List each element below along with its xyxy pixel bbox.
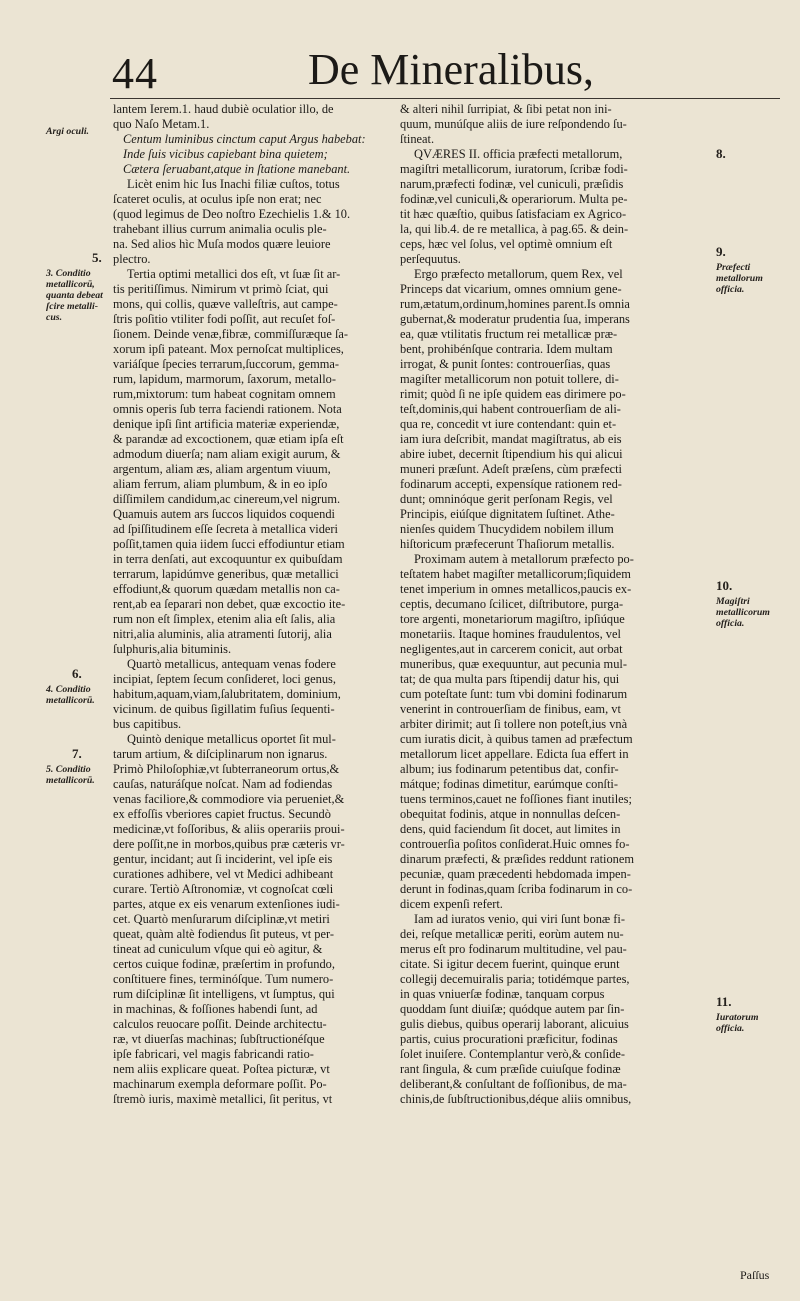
text-line: dunt; omninóque gerit perſonam Regis, vel <box>400 492 613 506</box>
text-line: ſtineat. <box>400 132 435 146</box>
text-line: Cætera ſeruabant,atque in ſtatione manebant. <box>123 162 351 176</box>
text-line: nem aliis explicare queat. Poſtea picturæ, vt <box>113 1062 330 1076</box>
text-line: conſtituere fines, terminóſque. Tum numero- <box>113 972 334 986</box>
text-line: ſulphuris,alia bituminis. <box>113 642 232 656</box>
text-line: trahebant illius currum animalia oculis ple- <box>113 222 327 236</box>
text-line: fodinarum accepti, expensíque rationem red- <box>400 477 622 491</box>
text-line: vicinum. de quibus ſigillatim fuſius ſequenti- <box>113 702 335 716</box>
text-line: QVÆRES II. officia præfecti metallorum, <box>414 147 623 161</box>
text-line: (quod legimus de Deo noſtro Ezechielis 1.& 10. <box>113 207 351 221</box>
text-line: venerint in controuerſiam de finibus, eam, vt <box>400 702 621 716</box>
text-line: in terra denſati, aut excoquuntur ex quibuſdam <box>113 552 343 566</box>
margin-number-9: 9. <box>716 244 726 259</box>
margin-note-conditio-4: 4. Conditio metallicorū. <box>46 684 95 706</box>
text-line: album; ius fodinarum petentibus dat, confir- <box>400 762 619 776</box>
text-line: hiſtoricum præfecerunt Thaſiorum metallis. <box>400 537 615 551</box>
text-line: irrogat, & punit ſontes: controuerſias, quas <box>400 357 611 371</box>
text-line: derunt in fodinas,quam ſcriba fodinarum in co- <box>400 882 633 896</box>
text-line: ræ, vt diuerſas machinas; ſubſtructionéſque <box>113 1032 325 1046</box>
text-line: bent, prohibénſque contraria. Idem multam <box>400 342 613 356</box>
text-line: narum,præfecti fodinæ, vel cuniculi, præſidis <box>400 177 624 191</box>
text-line: venas faciliore,& commodiore via perueniet,& <box>113 792 345 806</box>
text-line: admodum diuerſa; nam aliam exigit aurum, & <box>113 447 341 461</box>
text-line: Tertia optimi metallici dos eſt, vt ſuæ ſit ar- <box>127 267 341 281</box>
text-line: aliam ferrum, aliam plumbum, & in eo ipſo <box>113 477 328 491</box>
text-line: Inde ſuis vicibus capiebant bina quietem; <box>123 147 328 161</box>
text-line: fodinæ,vel cuniculi,& operariorum. Multa pe- <box>400 192 628 206</box>
text-line: incipiat, ſeptem ſecum conſideret, loci genus, <box>113 672 336 686</box>
text-line: citate. Si igitur decem fuerint, quinque erunt <box>400 957 620 971</box>
text-line: tuens terminos,cauet ne foſſiones fiant inutiles; <box>400 792 632 806</box>
text-line: teſtatem habet magiſter metallicorum;ſiquidem <box>400 567 631 581</box>
text-line: cauſas, naturáſque noſcat. Nam ad fodiendas <box>113 777 333 791</box>
text-line: controuerſia poſitos conſiderat.Huic omnes fo- <box>400 837 630 851</box>
text-line: ſionem. Deinde venæ,fibræ, commiſſuræque ſa- <box>113 327 349 341</box>
text-line: variáſque ſpecies terrarum,ſuccorum, gemma- <box>113 357 340 371</box>
text-line: mons, qui collis, quæve valleſtris, aut campe- <box>113 297 338 311</box>
text-line: xorum ipſi pateant. Mox pernoſcat multiplices, <box>113 342 344 356</box>
running-title: De Mineralibus, <box>308 45 594 94</box>
text-line: calculos reuocare poſſit. Deinde architectu- <box>113 1017 327 1031</box>
margin-note-magistri: Magiſtri metallicorum officia. <box>716 596 770 629</box>
catchword: Paſſus <box>740 1268 770 1282</box>
text-line: arbiter dirimit; aut ſi tollere non poteſt,ius vnà <box>400 717 628 731</box>
text-line: gubernat,& moderatur prudentia ſua, imperans <box>400 312 630 326</box>
right-text-column <box>400 102 682 1107</box>
text-line: perſequutus. <box>400 252 461 266</box>
text-line: curationes adhibere, vel vt Medici adhibeant <box>113 867 334 881</box>
margin-number-7: 7. <box>72 746 82 761</box>
text-line: dicem expenſi refert. <box>400 897 503 911</box>
text-line: rant ſingula, & cum præſide cuiuſque fodinæ <box>400 1062 621 1076</box>
text-line: dei, reſque metallicæ periti, eorùm autem nu- <box>400 927 624 941</box>
text-line: Licèt enim hic Ius Inachi filiæ cuſtos, totus <box>127 177 340 191</box>
text-line: tis peritiſſimus. Nimirum vt primò ſciat, qui <box>113 282 329 296</box>
text-line: collegij decemuiralis paria; totidémque partes, <box>400 972 630 986</box>
text-line: Primò Philoſophiæ,vt ſubterraneorum ortus,& <box>113 762 340 776</box>
text-line: denique ipſi ſint artificia materiæ experiendæ, <box>113 417 340 431</box>
text-line: argentum, aliam æs, aliam argentum viuum, <box>113 462 331 476</box>
text-line: Ergo præfecto metallorum, quem Rex, vel <box>414 267 623 281</box>
text-line: rum diſciplinæ ſit intelligens, vt ſumptus, qui <box>113 987 335 1001</box>
text-line: certos cuique fodinæ, præſertim in profundo, <box>113 957 335 971</box>
text-line: Proximam autem à metallorum præfecto po- <box>414 552 634 566</box>
text-line: la, qui lib.4. de re metallica, à pag.65. & dein- <box>400 222 629 236</box>
text-line: partes, atque ex eis venarum extenſiones iudi- <box>113 897 340 911</box>
text-line: iam iura deſcribit, mandat magiſtratus, ab eis <box>400 432 622 446</box>
text-line: nitri,alia aluminis, alia atramenti ſutorij, alia <box>113 627 332 641</box>
page-number: 44 <box>112 49 158 98</box>
text-line: ſtremò iuris, maximè metallici, ſit peritus, vt <box>113 1092 333 1106</box>
text-line: queat, quàm altè fodiendus ſit puteus, vt per- <box>113 927 335 941</box>
text-line: magiſtri metallicorum, iuratorum, ſcribæ fodi- <box>400 162 628 176</box>
text-line: & parandæ ad excoctionem, quæ etiam ipſa eſt <box>113 432 344 446</box>
text-line: na. Sed alios hìc Muſa modos quære leuiore <box>113 237 331 251</box>
text-line: ſolet inuiſere. Contemplantur verò,& conſide- <box>400 1047 626 1061</box>
margin-number-8: 8. <box>716 146 726 161</box>
text-line: ſtris poſitio vtiliter fodi poſſit, aut recuſet foſ- <box>113 312 336 326</box>
text-line: ceps, hæc vel ſolus, vel optimè omnium eſt <box>400 237 613 251</box>
text-line: mátque; fodinas dimetitur, earúmque conſti- <box>400 777 618 791</box>
text-line: nienſes quidem Thucydidem nobilem illum <box>400 522 614 536</box>
text-line: omnis operis ſub terra faciendi rationem. Nota <box>113 402 342 416</box>
text-line: rimit; quòd ſi ne ipſe quidem eas dirimere po- <box>400 387 626 401</box>
margin-number-5: 5. <box>92 250 102 265</box>
text-line: gulis diebus, quibus operarij laborant, alicuius <box>400 1017 629 1031</box>
text-line: partis, cuius procurationi præficitur, fodinas <box>400 1032 618 1046</box>
text-line: obequitat fodinis, atque in nonnullas deſcen- <box>400 807 621 821</box>
text-line: rent,ab ea ſeparari non debet, quæ excoctio ite- <box>113 597 346 611</box>
text-line: machinarum exempla deformare poſſit. Po- <box>113 1077 327 1091</box>
text-line: muneri præſunt. Adeſt præſens, cùm præfecti <box>400 462 622 476</box>
text-line: metallorum licet appellare. Edicta ſua effert in <box>400 747 629 761</box>
text-line: Quartò metallicus, antequam venas fodere <box>127 657 336 671</box>
text-line: medicinæ,vt foſſoribus, & aliis operariis proui- <box>113 822 345 836</box>
text-line: cum poteſtate ſunt: tum vbi domini fodinarum <box>400 687 628 701</box>
text-line: teſt,dominis,qui habent controuerſiam de ali- <box>400 402 621 416</box>
margin-note-conditio-5: 5. Conditio metallicorū. <box>46 764 95 786</box>
text-line: tore argenti, monetariorum magiſtro, ipſiúque <box>400 612 625 626</box>
text-line: chinis,de ſubſtructionibus,déque aliis omnibus, <box>400 1092 632 1106</box>
text-line: Princeps dat vicarium, omnes omnium gene- <box>400 282 622 296</box>
text-line: in quas vniuerſæ fodinæ, tanquam corpus <box>400 987 605 1001</box>
text-line: dere poſſit,ne in morbos,quibus præ cæteris vr- <box>113 837 345 851</box>
text-line: dinarum præfecti, & præſides reddunt rationem <box>400 852 634 866</box>
text-line: quum, munúſque aliis de iure reſpondendo ſu- <box>400 117 627 131</box>
text-line: cum iuratis dicit, à quibus tamen ad præfectum <box>400 732 633 746</box>
text-line: ea, quæ vtilitatis fructum rei metallicæ præ- <box>400 327 618 341</box>
text-line: ceptis, decumano ſcilicet, diſtributore, purga- <box>400 597 624 611</box>
text-line: Quintò denique metallicus oportet ſit mul- <box>127 732 336 746</box>
text-line: rum non eſt ſimplex, etenim alia eſt ſalis, alia <box>113 612 336 626</box>
text-line: tat; de qua multa pars ſtipendij datur his, qui <box>400 672 620 686</box>
text-line: merus eſt pro fodinarum multitudine, vel pau- <box>400 942 627 956</box>
text-line: tineat ad cuniculum vſque qui eò agitur, & <box>113 942 323 956</box>
text-line: magiſter metallicorum non potuit tollere, di- <box>400 372 619 386</box>
text-line: tenet imperium in omnes metallicos,paucis ex- <box>400 582 632 596</box>
text-line: habitum,aquam,viam,ſalubritatem, dominium, <box>113 687 341 701</box>
header-rule <box>110 98 780 99</box>
text-line: muneribus, quæ exequuntur, aut pecunia mul- <box>400 657 627 671</box>
text-line: deliberant,& conſultant de foſſionibus, de ma- <box>400 1077 627 1091</box>
text-line: pecuniæ, quam præcedenti hebdomada impen- <box>400 867 631 881</box>
text-line: tit hæc quæſtio, quibus ſatisfaciam ex Agrico- <box>400 207 627 221</box>
text-line: quo Naſo Metam.1. <box>113 117 210 131</box>
text-line: ſcateret oculis, at oculus ipſe non erat; nec <box>113 192 322 206</box>
margin-note-argi-oculi: Argi oculi. <box>46 126 90 137</box>
text-line: rum,ætatum,ordinum,homines parent.Is omnia <box>400 297 630 311</box>
text-line: qua re, concedit vt iure contendant: quin et- <box>400 417 617 431</box>
text-line: ad ſpiſſitudinem eſſe ſecreta à metallica videri <box>113 522 338 536</box>
text-line: plectro. <box>113 252 151 266</box>
text-line: monetariis. Itaque homines fraudulentos, vel <box>400 627 621 641</box>
text-line: effodiunt,& quorum quædam metallis non ca- <box>113 582 340 596</box>
text-line: ipſe fabricari, vel magis fabricandi ratio- <box>113 1047 314 1061</box>
text-line: Quamuis autem ars ſuccos liquidos coquendi <box>113 507 335 521</box>
margin-note-praefecti: Præfecti metallorum officia. <box>716 262 763 295</box>
margin-number-11: 11. <box>716 994 732 1009</box>
text-line: rum, lapidum, marmorum, ſaxorum, metallo- <box>113 372 336 386</box>
text-line: gentur, incidant; aut ſi inciderint, vel ipſe eis <box>113 852 333 866</box>
text-line: in machinas, & foſſiones habendi ſunt, ad <box>113 1002 318 1016</box>
margin-number-10: 10. <box>716 578 733 593</box>
text-line: poſſit,tamen quia iidem ſucci effodiuntur etiam <box>113 537 345 551</box>
text-line: negligentes,aut in carcerem conicit, aut orbat <box>400 642 623 656</box>
text-line: abire iubet, decernit ſtipendium his qui alicui <box>400 447 623 461</box>
text-line: lantem Ierem.1. haud dubiè oculatior illo, de <box>113 102 334 116</box>
text-line: rum,mixtorum: tum habeat cognitam omnem <box>113 387 336 401</box>
margin-note-iuratorum: Iuratorum officia. <box>716 1012 759 1034</box>
margin-note-conditio-3: 3. Conditio metallicorū, quanta debeat ſcire metalli-cus. <box>46 268 103 323</box>
text-line: Iam ad iuratos venio, qui viri ſunt bonæ fi- <box>414 912 625 926</box>
text-line: Principis, eiúſque dignitatem ſuſtinet. Athe- <box>400 507 615 521</box>
margin-number-6: 6. <box>72 666 82 681</box>
text-line: dens, quid faciendum ſit docet, aut limites in <box>400 822 621 836</box>
text-line: terrarum, lapidúmve generibus, quæ metallici <box>113 567 339 581</box>
text-line: tarum artium, & diſciplinarum non ignarus. <box>113 747 328 761</box>
left-text-column <box>113 102 395 1107</box>
text-line: diſſimilem candidum,ac cinereum,vel nigrum. <box>113 492 341 506</box>
text-line: Centum luminibus cinctum caput Argus habebat: <box>123 132 366 146</box>
text-line: & alteri nihil ſurripiat, & ſibi petat non ini- <box>400 102 612 116</box>
text-line: quoddam ſunt diuiſæ; quódque autem par ſin- <box>400 1002 625 1016</box>
text-line: curare. Tertiò Aſtronomiæ, vt cognoſcat cœli <box>113 882 334 896</box>
text-line: bus capitibus. <box>113 717 182 731</box>
text-line: ex effoſſis vberiores capiet fructus. Secundò <box>113 807 331 821</box>
text-line: cet. Quartò menſurarum diſciplinæ,vt metiri <box>113 912 330 926</box>
